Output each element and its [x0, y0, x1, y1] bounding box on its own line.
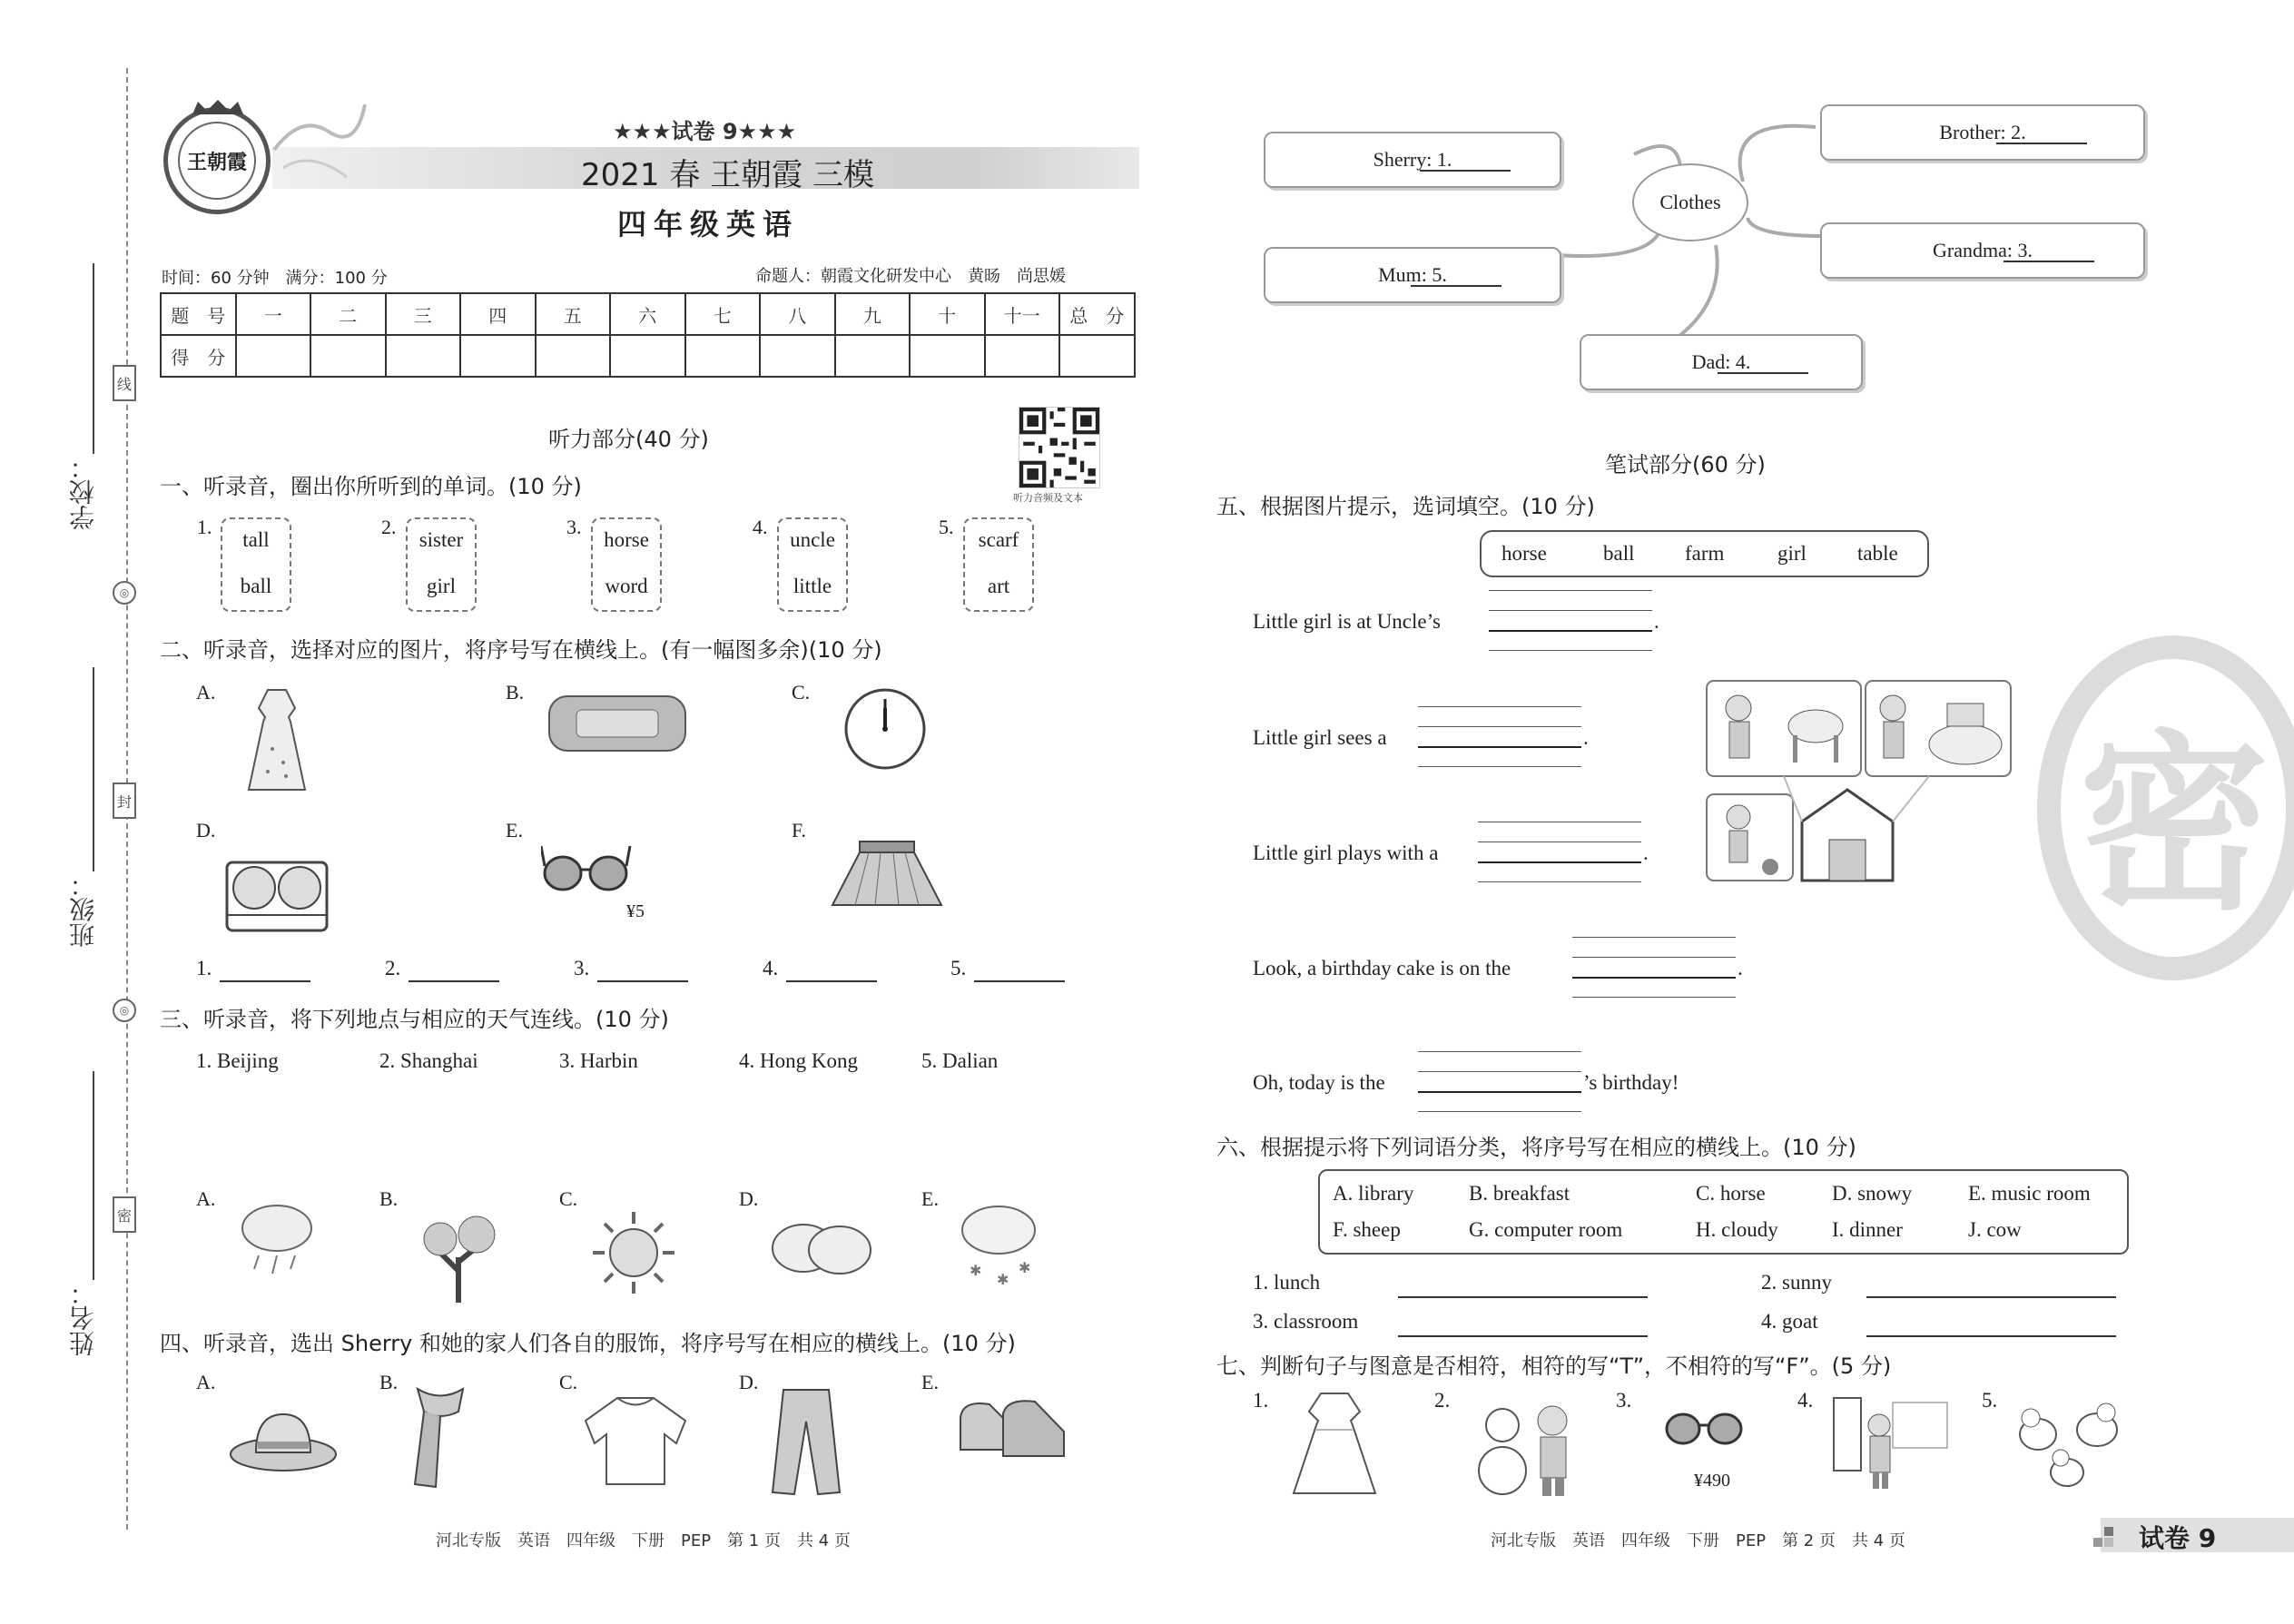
q1-word-option[interactable]: art [987, 575, 1010, 597]
q5-sentence-end: . [1654, 610, 1659, 633]
q5-sentence-end: ’s birthday! [1583, 1071, 1679, 1094]
cloudy-icon[interactable] [767, 1212, 876, 1284]
q3-city[interactable]: 2. Shanghai [379, 1049, 478, 1072]
q3-city[interactable]: 5. Dalian [921, 1049, 999, 1072]
windy-tree-icon[interactable] [409, 1207, 508, 1307]
q4-option-letter: A. [196, 1371, 216, 1393]
q2-option-letter: C. [792, 681, 811, 704]
q6-word: F. sheep [1333, 1218, 1401, 1241]
score-header: 题 号 [161, 293, 236, 335]
svg-text:✱: ✱ [997, 1271, 1009, 1288]
name-label: 姓名： [68, 1280, 98, 1356]
crown-icon [191, 98, 245, 116]
q2-blank-num: 2. [385, 957, 401, 979]
score-cell[interactable] [1059, 335, 1135, 377]
q5-word: farm [1685, 542, 1725, 565]
q3-option-letter: C. [559, 1187, 578, 1210]
score-row-label: 得 分 [161, 335, 236, 377]
q5-answer-line[interactable] [1418, 746, 1581, 748]
shoes-icon[interactable] [953, 1391, 1071, 1472]
q6-word: I. dinner [1832, 1218, 1903, 1241]
mindmap-brother [1820, 104, 2145, 161]
music-room-icon [1829, 1389, 1952, 1493]
writing-guide-line [1418, 766, 1581, 767]
score-header: 十一 [985, 293, 1060, 335]
mindmap-mum [1264, 247, 1561, 303]
chickens-icon [2011, 1389, 2129, 1498]
q5-sentence: Little girl plays with a [1253, 842, 1439, 864]
q1-word-option[interactable]: sister [418, 528, 464, 551]
writing-guide-line [1418, 1051, 1581, 1052]
q1-word-option[interactable]: uncle [790, 528, 835, 551]
q5-answer-line[interactable] [1489, 630, 1652, 632]
listening-title: 听力部分(40 分) [548, 427, 709, 452]
exam-number: ★★★试卷 9★★★ [613, 119, 797, 144]
tag-squares-icon [2093, 1525, 2130, 1549]
q6-category: 2. sunny [1761, 1271, 1832, 1294]
q6-category: 1. lunch [1253, 1271, 1321, 1294]
binding-hole-icon: ◎ [113, 581, 136, 605]
score-header: 三 [386, 293, 461, 335]
q6-word: E. music room [1968, 1182, 2091, 1205]
dress-icon [245, 685, 309, 794]
q2-price: ¥5 [626, 901, 645, 921]
qr-code-icon[interactable] [1019, 407, 1100, 488]
time-score: 时间：60 分钟 满分：100 分 [162, 269, 388, 288]
mindmap-grandma-blank[interactable] [2004, 261, 2094, 262]
q6-answer-line[interactable] [1866, 1335, 2116, 1337]
q6-word: A. library [1333, 1182, 1414, 1205]
score-cell[interactable] [310, 335, 386, 377]
q1-word-option[interactable]: little [793, 575, 832, 597]
logo-text: 王朝霞 [178, 122, 256, 200]
binding-mark-xian: 线 [113, 365, 136, 401]
writing-guide-line [1489, 590, 1652, 591]
grade-subject: 四年级英语 [617, 207, 800, 241]
q5-answer-line[interactable] [1572, 977, 1736, 979]
mindmap-dad [1580, 334, 1863, 390]
q5-sentence-end: . [1643, 842, 1649, 864]
q2-heading: 二、听录音，选择对应的图片，将序号写在横线上。(有一幅图多余)(10 分) [160, 637, 882, 663]
q6-word: J. cow [1968, 1218, 2022, 1241]
mindmap-mum-label: Mum: 5. [1378, 263, 1447, 286]
score-cell[interactable] [386, 335, 461, 377]
q3-option-letter: E. [921, 1187, 939, 1210]
mindmap-mum-blank[interactable] [1411, 285, 1501, 287]
hat-icon[interactable] [227, 1407, 340, 1475]
q7-num: 1. [1253, 1389, 1269, 1412]
q4-option-letter: D. [739, 1371, 759, 1393]
q5-sentence: Oh, today is the [1253, 1071, 1385, 1094]
q5-sentence: Little girl is at Uncle’s [1253, 610, 1441, 633]
q1-num: 3. [566, 516, 582, 538]
writing-guide-line [1418, 1111, 1581, 1112]
rainy-cloud-icon[interactable] [231, 1196, 322, 1287]
q2-blank-num: 4. [763, 957, 779, 979]
score-cell[interactable] [760, 335, 835, 377]
q6-answer-line[interactable] [1398, 1296, 1648, 1298]
q1-num: 4. [753, 516, 768, 538]
q1-num: 2. [381, 516, 397, 538]
writing-guide-line [1478, 881, 1641, 882]
table-icon [545, 692, 690, 757]
scarf-icon[interactable] [404, 1380, 477, 1493]
writing-guide-line [1572, 937, 1736, 938]
q5-word: girl [1777, 542, 1807, 565]
binding-hole-icon: ◎ [113, 999, 136, 1022]
q6-category: 4. goat [1761, 1310, 1818, 1333]
q5-answer-line[interactable] [1418, 1091, 1581, 1093]
q1-word-option[interactable]: girl [427, 575, 456, 597]
svg-text:✱: ✱ [970, 1262, 982, 1279]
mindmap-dad-blank[interactable] [1718, 372, 1808, 374]
score-header: 总 分 [1059, 293, 1135, 335]
score-cell[interactable] [610, 335, 685, 377]
score-cell[interactable] [910, 335, 985, 377]
mindmap-brother-label: Brother: 2. [1939, 121, 2026, 143]
writing-guide-line [1418, 1071, 1581, 1072]
q2-answer-blank[interactable] [974, 980, 1065, 982]
school-field[interactable] [93, 263, 94, 454]
q6-word: D. snowy [1832, 1182, 1913, 1205]
page-tag: 试卷 9 [2139, 1523, 2217, 1553]
q2-answer-blank[interactable] [597, 980, 688, 982]
q6-answer-line[interactable] [1398, 1335, 1648, 1337]
snowy-cloud-icon[interactable] [953, 1198, 1044, 1298]
mindmap-dad-label: Dad: 4. [1691, 350, 1751, 373]
binding-mark-feng: 封 [113, 782, 136, 819]
q1-word-option[interactable]: word [605, 575, 648, 597]
q5-sentence-end: . [1583, 726, 1589, 749]
score-header: 一 [236, 293, 311, 335]
q1-heading: 一、听录音，圈出你所听到的单词。(10 分) [160, 474, 582, 499]
q3-option-letter: B. [379, 1187, 399, 1210]
q2-blank-num: 5. [950, 957, 967, 979]
q2-option-letter: D. [196, 819, 216, 842]
ribbon-decoration-icon [265, 95, 374, 195]
q5-sentence: Look, a birthday cake is on the [1253, 957, 1511, 979]
q2-option-letter: A. [196, 681, 216, 704]
pants-icon[interactable] [765, 1385, 847, 1499]
tomatoes-basket-icon [222, 844, 331, 935]
score-header: 八 [760, 293, 835, 335]
q7-num: 5. [1982, 1389, 1998, 1412]
q6-category: 3. classroom [1253, 1310, 1359, 1333]
mindmap-sherry-label: Sherry: 1. [1373, 148, 1452, 171]
q3-city[interactable]: 4. Hong Kong [739, 1049, 858, 1072]
q2-option-letter: B. [506, 681, 525, 704]
mindmap-grandma [1820, 222, 2145, 279]
q2-answer-blank[interactable] [220, 980, 310, 982]
q1-word-option[interactable]: horse [604, 528, 649, 551]
score-cell[interactable] [835, 335, 911, 377]
boy-snowman-icon [1466, 1393, 1584, 1498]
qr-label: 听力音频及文本 [1013, 492, 1083, 504]
score-cell[interactable] [985, 335, 1060, 377]
skirt-icon [828, 837, 946, 910]
authors: 命题人：朝霞文化研发中心 黄旸 尚思媛 [755, 267, 1066, 286]
score-header: 六 [610, 293, 685, 335]
q5-word: ball [1603, 542, 1635, 565]
brand-logo [163, 107, 271, 214]
q4-option-letter: E. [921, 1371, 939, 1393]
score-header: 十 [910, 293, 985, 335]
sweater-icon[interactable] [581, 1393, 690, 1489]
q6-word: B. breakfast [1469, 1182, 1570, 1205]
exam-title: 2021 春 王朝霞 三模 [581, 157, 874, 193]
class-label: 班级： [68, 871, 98, 948]
score-header: 九 [835, 293, 911, 335]
mindmap-grandma-label: Grandma: 3. [1933, 239, 2033, 261]
score-cell[interactable] [460, 335, 536, 377]
score-cell[interactable] [236, 335, 311, 377]
mindmap-sherry-blank[interactable] [1420, 170, 1511, 172]
q6-word: H. cloudy [1696, 1218, 1778, 1241]
watermark-seal-char: 密 [2079, 714, 2270, 936]
q7-price: ¥490 [1694, 1471, 1730, 1491]
q5-answer-line[interactable] [1478, 861, 1641, 863]
q3-heading: 三、听录音，将下列地点与相应的天气连线。(10 分) [160, 1007, 669, 1032]
q3-option-letter: A. [196, 1187, 216, 1210]
farm-story-illustration [1702, 676, 2020, 885]
score-header: 四 [460, 293, 536, 335]
q2-answer-blank[interactable] [786, 980, 877, 982]
q4-heading: 四、听录音，选出 Sherry 和她的家人们各自的服饰，将序号写在相应的横线上。(10 分) [160, 1331, 1016, 1356]
q5-sentence: Little girl sees a [1253, 726, 1387, 749]
q5-sentence-end: . [1738, 957, 1743, 979]
q6-answer-line[interactable] [1866, 1296, 2116, 1298]
score-table [160, 292, 1136, 378]
score-header: 七 [685, 293, 761, 335]
q1-num: 1. [197, 516, 212, 538]
writing-guide-line [1489, 610, 1652, 611]
footer-left: 河北专版 英语 四年级 下册 PEP 第 1 页 共 4 页 [436, 1531, 851, 1550]
mindmap-brother-blank[interactable] [1996, 143, 2087, 144]
writing-guide-line [1572, 997, 1736, 998]
writing-guide-line [1418, 706, 1581, 707]
q2-option-letter: F. [792, 819, 806, 842]
sunglasses-icon [1663, 1398, 1745, 1452]
q2-blank-num: 3. [574, 957, 590, 979]
footer-right: 河北专版 英语 四年级 下册 PEP 第 2 页 共 4 页 [1491, 1531, 1905, 1550]
q5-heading: 五、根据图片提示，选词填空。(10 分) [1216, 494, 1595, 519]
q5-word: table [1857, 542, 1898, 565]
writing-guide-line [1418, 726, 1581, 727]
q1-word-option[interactable]: tall [242, 528, 270, 551]
q1-word-option[interactable]: scarf [978, 528, 1019, 551]
writing-guide-line [1489, 650, 1652, 651]
q7-heading: 七、判断句子与图意是否相符，相符的写“T”，不相符的写“F”。(5 分) [1216, 1353, 1892, 1379]
sunglasses-icon [541, 837, 632, 901]
q2-answer-blank[interactable] [409, 980, 499, 982]
q2-option-letter: E. [506, 819, 523, 842]
q3-city[interactable]: 3. Harbin [559, 1049, 638, 1072]
q3-option-letter: D. [739, 1187, 759, 1210]
sunny-icon[interactable] [588, 1207, 679, 1298]
q5-word: horse [1501, 542, 1547, 565]
clock-icon [842, 686, 928, 772]
q4-option-letter: B. [379, 1371, 399, 1393]
q6-word: C. horse [1696, 1182, 1766, 1205]
q4-option-letter: C. [559, 1371, 578, 1393]
q7-num: 3. [1616, 1389, 1632, 1412]
q6-word: G. computer room [1469, 1218, 1623, 1241]
q1-word-option[interactable]: ball [240, 575, 272, 597]
q2-blank-num: 1. [196, 957, 212, 979]
q6-heading: 六、根据提示将下列词语分类，将序号写在相应的横线上。(10 分) [1216, 1135, 1856, 1160]
dress-icon [1289, 1389, 1380, 1498]
score-cell[interactable] [685, 335, 761, 377]
binding-mark-mi: 密 [113, 1196, 136, 1233]
svg-text:✱: ✱ [1019, 1259, 1031, 1276]
writing-guide-line [1572, 957, 1736, 958]
q1-num: 5. [939, 516, 954, 538]
score-header: 二 [310, 293, 386, 335]
q7-num: 4. [1797, 1389, 1814, 1412]
writing-title: 笔试部分(60 分) [1605, 452, 1766, 477]
mindmap-center: Clothes [1632, 163, 1748, 241]
score-cell[interactable] [536, 335, 611, 377]
class-field[interactable] [93, 667, 94, 871]
mindmap-sherry [1264, 132, 1561, 188]
score-header: 五 [536, 293, 611, 335]
name-field[interactable] [93, 1071, 94, 1280]
school-label: 学校： [68, 454, 98, 530]
q3-city[interactable]: 1. Beijing [196, 1049, 279, 1072]
q7-num: 2. [1434, 1389, 1451, 1412]
